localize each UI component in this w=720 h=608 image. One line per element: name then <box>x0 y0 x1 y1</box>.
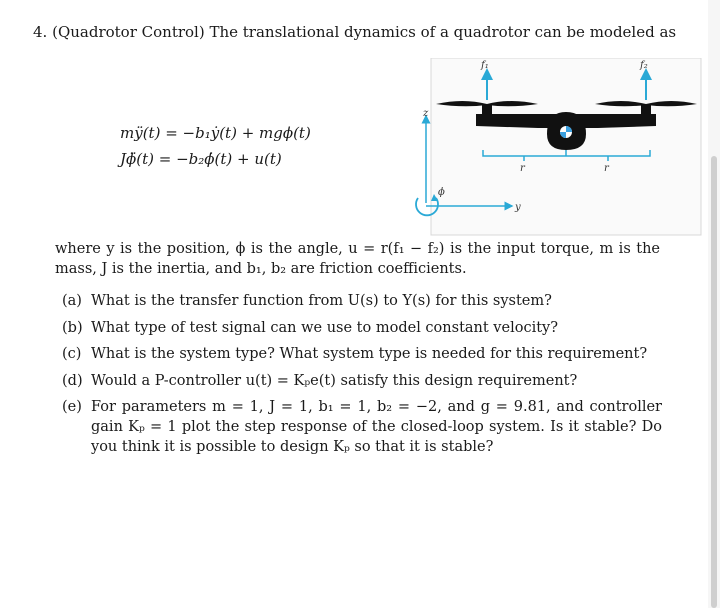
part-e <box>62 397 662 457</box>
part-label: (e) <box>62 399 82 415</box>
part-text: Would a P-controller u(t) = Kₚe(t) satisfy this design requirement? <box>91 372 578 389</box>
vertical-scrollbar[interactable] <box>708 0 720 608</box>
quadrotor-figure <box>408 58 702 236</box>
equation-translational: mÿ(t) = −b₁ẏ(t) + mgϕ(t) <box>120 124 311 142</box>
question-number: 4. <box>33 23 48 41</box>
part-d <box>62 371 662 391</box>
part-label: (c) <box>62 346 82 362</box>
part-text: What is the transfer function from U(s) to Y(s) for this system? <box>91 293 552 309</box>
part-b <box>62 318 662 338</box>
equations <box>120 120 311 172</box>
question-title: (Quadrotor Control) The translational dynamics of a quadrotor can be modeled as <box>52 23 677 41</box>
phi-label: ϕ <box>438 187 445 198</box>
part-label: (d) <box>62 372 83 389</box>
scrollbar-thumb[interactable] <box>711 156 717 608</box>
f1-label: f₁ <box>481 60 489 71</box>
part-label: (a) <box>62 293 82 309</box>
part-text: For parameters m = 1, J = 1, b₁ = 1, b₂ = −2, and g = 9.81, and controller gain Kₚ = 1 plot the step response of the closed-loop system. Is it stable? Do you think it is possible to design Kₚ so that it is stable? <box>91 399 662 455</box>
variable-description: where y is the position, ϕ is the angle, u = r(f₁ − f₂) is the input torque, m is the mass, J is the inertia, and b₁, b₂ are friction coefficients. <box>55 241 660 277</box>
question-heading <box>33 23 676 41</box>
part-label: (b) <box>62 319 83 336</box>
part-a <box>62 291 662 311</box>
right-motor <box>641 104 651 114</box>
equation-rotational: Jϕ̈(t) = −b₂ϕ̇(t) + u(t) <box>120 150 282 168</box>
left-motor <box>482 104 492 114</box>
part-c <box>62 344 662 364</box>
question-parts <box>62 291 662 464</box>
z-axis-label: z <box>423 108 429 119</box>
y-axis-label: y <box>515 202 521 213</box>
part-text: What type of test signal can we use to model constant velocity? <box>91 319 559 336</box>
r-left-label: r <box>520 163 525 174</box>
r-right-label: r <box>604 163 609 174</box>
f2-label: f₂ <box>640 60 648 71</box>
part-text: What is the system type? What system type is needed for this requirement? <box>91 346 648 362</box>
